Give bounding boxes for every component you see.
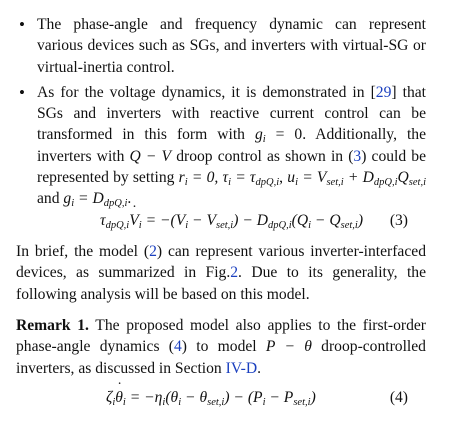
equation-4-formula: $\zeta_i\theta$ $˙_i = -\eta_i(\theta_i - \theta_{set,i}) - (P_i - P_{set,i})$ <box>106 387 316 408</box>
text-run: As for the voltage dynamics, it is demonstrated in [ <box>37 83 376 101</box>
equation-3-number: (3) <box>389 212 408 229</box>
summary-paragraph: In brief, the model (2) can represent various inverter-interfaced devices, as summarized in Fig.2. Due to its generality, the following analysis will be based on this model. <box>16 243 427 303</box>
section-link-iv-d[interactable]: IV-D <box>225 359 258 377</box>
citation-link-29[interactable]: 29 <box>375 83 392 101</box>
bullet-item-phase-angle <box>16 14 426 78</box>
inline-math-q-v: Q − V <box>129 147 172 165</box>
inline-math-gi0: $g_i = 0$ <box>254 126 303 146</box>
inline-math-p-theta: P − θ <box>265 338 312 356</box>
bullet-icon: • <box>19 15 25 34</box>
bullet-item-voltage <box>16 82 426 210</box>
bullet-text: The phase-angle and frequency dynamic can represent various devices such as SGs, and inverters with virtual-SG or virtual-inertia control. <box>37 16 426 76</box>
equation-3-formula: $\tau_{dpQ,i}V$ $˙_i = -(V_i - V_{set,i}) - D_{dpQ,i}(Q_i - Q_{set,i})$ <box>100 210 363 231</box>
equation-link-4[interactable]: 4 <box>173 338 182 356</box>
text-run: . <box>127 190 132 208</box>
equation-link-3[interactable]: 3 <box>353 147 362 165</box>
equation-link-2[interactable]: 2 <box>149 243 157 260</box>
bullet-icon: • <box>19 82 25 102</box>
inline-math-gi: $g_i = D_{dpQ,i}$ <box>63 190 128 210</box>
text-run: ] that SGs and inverters with reactive current control can be transformed in this form with <box>37 83 426 144</box>
inline-math-ui: $u_i = V_{set,i} + D_{dpQ,i}Q_{set,i}$ <box>287 169 426 189</box>
bullet-list <box>16 14 426 210</box>
remark-title: Remark 1. <box>16 317 89 334</box>
text-run: and <box>37 190 64 208</box>
inline-math-settings: $r_i = 0$, $\tau_i = \tau_{dpQ,i}$ <box>178 169 280 189</box>
figure-link-2[interactable]: 2 <box>230 264 239 282</box>
equation-4-number: (4) <box>389 389 408 406</box>
text-run: . Additionally, the inverters with <box>37 126 427 165</box>
text-run: droop control as shown in ( <box>171 147 354 165</box>
text-run: , <box>279 169 284 187</box>
remark-paragraph: Remark 1. The proposed model also applies to the first-order phase-angle dynamics (4) to model P − θ droop-controlled inverters, as discussed in Section IV-D. <box>16 317 426 377</box>
text-run: ) could be represented by setting <box>37 147 427 187</box>
